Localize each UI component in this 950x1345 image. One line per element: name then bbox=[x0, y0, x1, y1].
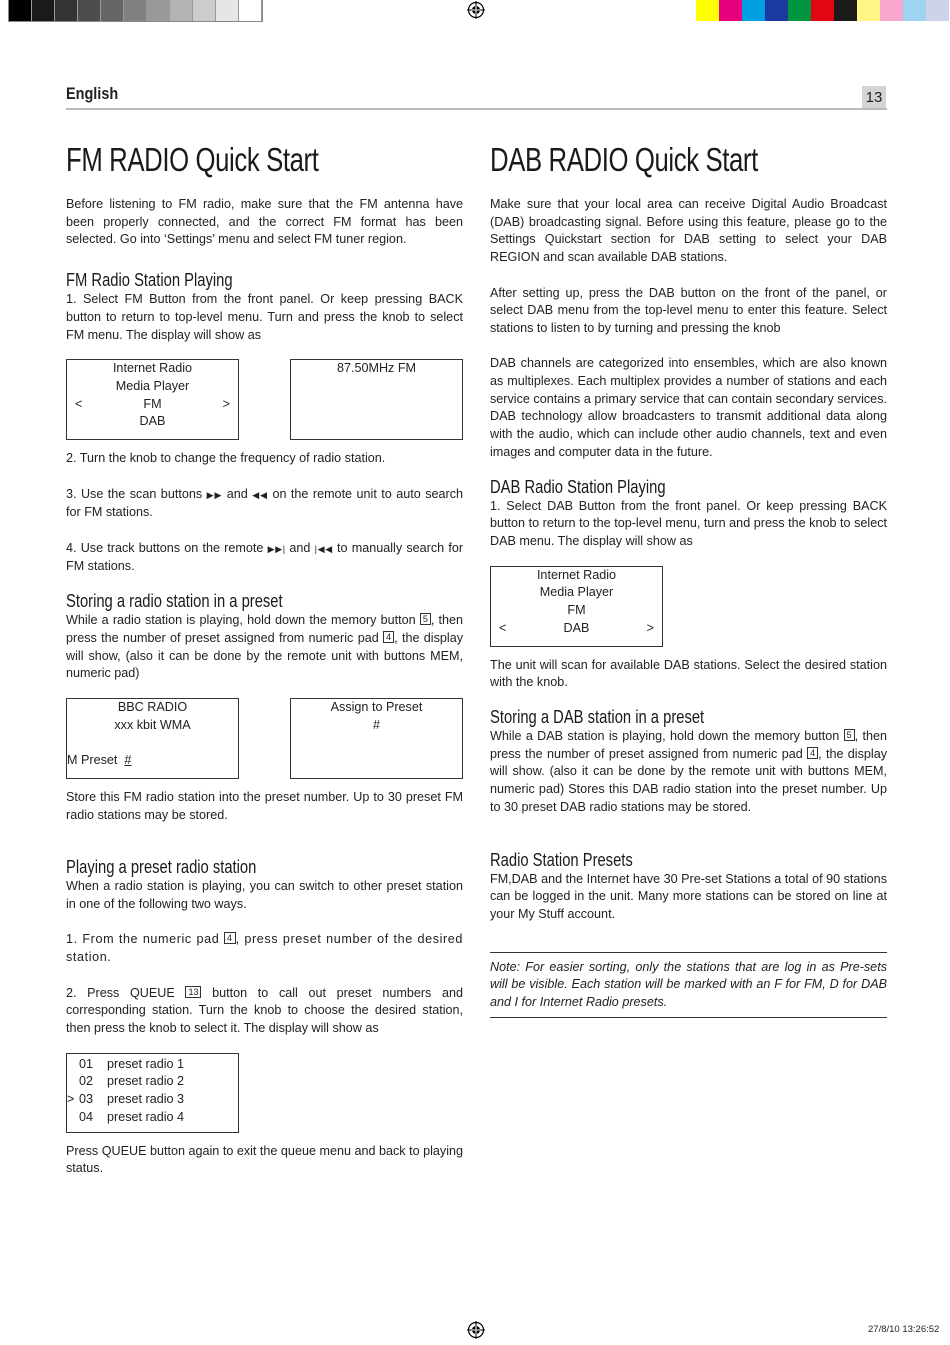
queue-row: 02 preset radio 2 bbox=[79, 1074, 185, 1089]
queue-key-icon: 13 bbox=[185, 986, 201, 998]
right-arrow: > bbox=[222, 396, 230, 411]
display-line: FM bbox=[143, 396, 162, 411]
registration-mark-icon bbox=[467, 1, 485, 19]
queue-display bbox=[66, 1053, 239, 1133]
display-line: M Preset # bbox=[67, 753, 132, 768]
color-swatch bbox=[742, 0, 765, 21]
display-line: DAB bbox=[563, 620, 590, 635]
fm-intro: Before listening to FM radio, make sure that the FM antenna have been properly connected, and the correct FM format has been selected. Go into ‘Settings’ menu and select FM tuner region. bbox=[66, 197, 463, 247]
numeric-key-icon: 4 bbox=[807, 747, 818, 759]
fm-store-text: Store this FM radio station into the preset number. Up to 30 preset FM radio stations may be stored. bbox=[66, 789, 463, 822]
dab-column bbox=[490, 140, 887, 1018]
right-arrow: > bbox=[646, 620, 654, 635]
color-swatch bbox=[216, 0, 239, 21]
memory-key-icon: 5 bbox=[844, 729, 855, 741]
print-timestamp: 27/8/10 13:26:52 bbox=[868, 1324, 940, 1335]
color-swatch bbox=[9, 0, 32, 21]
fm-assign-preset-display bbox=[290, 698, 463, 779]
fm-step-2: 2. Turn the knob to change the frequency of radio station. bbox=[66, 451, 386, 466]
display-line: Media Player bbox=[539, 585, 614, 600]
left-arrow: < bbox=[75, 396, 83, 411]
queue-row: 01 preset radio 1 bbox=[79, 1056, 185, 1071]
fm-way-2: 2. Press QUEUE 13 button to call out preset numbers and corresponding station. Turn the knob to choose the desired station, then press the knob to select it. The display will show as bbox=[66, 985, 463, 1035]
display-line: FM bbox=[567, 603, 586, 618]
left-arrow: < bbox=[499, 620, 507, 635]
dab-menu-display bbox=[490, 566, 663, 647]
dab-storing-heading: Storing a DAB station in a preset bbox=[490, 707, 705, 728]
color-swatch bbox=[765, 0, 788, 21]
color-swatch bbox=[124, 0, 147, 21]
fm-storing-text: While a radio station is playing, hold down the memory button 5 , then press the number of preset assigned from numeric pad 4 , the display will show, (also it can be done by the remote unit with buttons MEM, numeric pad) bbox=[66, 613, 464, 681]
queue-row: 04 preset radio 4 bbox=[79, 1109, 185, 1124]
fm-playing-heading: FM Radio Station Playing bbox=[66, 270, 233, 291]
fm-column bbox=[66, 140, 463, 1178]
display-line: BBC RADIO bbox=[117, 699, 188, 714]
display-line: Internet Radio bbox=[112, 361, 193, 376]
display-line: # bbox=[372, 717, 380, 732]
note-box bbox=[490, 952, 887, 1018]
color-swatch bbox=[193, 0, 216, 21]
dab-playing-heading: DAB Radio Station Playing bbox=[490, 476, 666, 497]
dab-channels: DAB channels are categorized into ensembles, which are also known as multiplexes. Each multiplex provides a number of stations and each service contains a primary service that can contain secondary services. DAB technology allow broadcasters to transmit additional data along with the audio, which can include other audio channels, text and even images and computer data in the future. bbox=[490, 356, 887, 459]
dab-playing-text: 1. Select DAB Button from the front panel. Or keep pressing BACK button to return to the top-level menu, turn and press the knob to select DAB menu. The display will show as bbox=[490, 498, 887, 548]
next-track-icon: ▶▶| bbox=[267, 543, 286, 554]
dab-storing-text: While a DAB station is playing, hold down the memory button 5 , then press the number of preset assigned from numeric pad 4 , the display will show. (also it can be done by the remote unit with buttons MEM, numeric pad) Stores this DAB radio station into the preset number. Up to 30 preset DAB radio stations may be stored. bbox=[490, 729, 888, 814]
grayscale-color-bar bbox=[8, 0, 263, 22]
dab-after-setup: After setting up, press the DAB button on the front of the panel, or select DAB menu from the top-level menu to enter this feature. Select stations to listen to by turning and pressing the knob bbox=[490, 285, 887, 335]
page-number: 13 bbox=[862, 86, 886, 108]
color-swatch bbox=[696, 0, 719, 21]
display-line: Internet Radio bbox=[536, 567, 617, 582]
fm-preset-text: When a radio station is playing, you can switch to other preset station in one of the following two ways. bbox=[66, 879, 463, 912]
fm-step-4: 4. Use track buttons on the remote ▶▶| and |◀◀ to manually search for FM stations. bbox=[66, 540, 464, 574]
header-divider bbox=[66, 108, 887, 110]
fm-title: FM RADIO Quick Start bbox=[66, 141, 319, 178]
fm-storing-heading: Storing a radio station in a preset bbox=[66, 591, 283, 612]
color-swatch bbox=[32, 0, 55, 21]
fm-preset-heading: Playing a preset radio station bbox=[66, 857, 257, 878]
fm-step-3: 3. Use the scan buttons ▶▶ and ◀◀ on the remote unit to auto search for FM stations. bbox=[66, 486, 463, 520]
fm-menu-display bbox=[66, 359, 239, 440]
color-swatch bbox=[239, 0, 262, 21]
fm-playing-text: 1. Select FM Button from the front panel. Or keep pressing BACK button to return to top-level menu. Turn and press the knob to select FM menu. The display will show as bbox=[66, 292, 463, 342]
dab-note: Note: For easier sorting, only the stations that are log in as Pre-sets will be visible. Each station will be marked with an F for FM, D for DAB and I for Internet Radio presets. bbox=[490, 959, 887, 1010]
fm-queue-exit: Press QUEUE button again to exit the queue menu and back to playing status. bbox=[66, 1143, 463, 1176]
color-swatch bbox=[78, 0, 101, 21]
color-swatch bbox=[170, 0, 193, 21]
dab-presets-text: FM,DAB and the Internet have 30 Pre-set Stations a total of 90 stations can be logged in the unit. Many more stations can be stored on line at your My Stuff account. bbox=[490, 871, 887, 921]
language-heading: English bbox=[66, 84, 119, 103]
display-line: xxx kbit WMA bbox=[114, 717, 191, 732]
rewind-icon: ◀◀ bbox=[252, 489, 268, 500]
dab-presets-heading: Radio Station Presets bbox=[490, 849, 633, 870]
dab-title: DAB RADIO Quick Start bbox=[490, 141, 758, 178]
color-swatch bbox=[811, 0, 834, 21]
dab-intro: Make sure that your local area can receive Digital Audio Broadcast (DAB) broadcasting signal. Before using this feature, please go to the Settings Quickstart section for DAB setting to select your DAB REGION and scan available DAB stations. bbox=[490, 197, 887, 265]
fm-frequency-display bbox=[290, 359, 463, 440]
fm-way-1: 1. From the numeric pad 4 , press preset number of the desired station. bbox=[66, 932, 463, 965]
color-swatch bbox=[101, 0, 124, 21]
queue-row: > 03 preset radio 3 bbox=[67, 1092, 185, 1107]
color-swatch bbox=[903, 0, 926, 21]
color-swatch bbox=[857, 0, 880, 21]
previous-track-icon: |◀◀ bbox=[314, 543, 333, 554]
color-swatch bbox=[719, 0, 742, 21]
fast-forward-icon: ▶▶ bbox=[206, 489, 223, 500]
color-swatch bbox=[926, 0, 949, 21]
display-line: 87.50MHz FM bbox=[336, 361, 417, 376]
color-swatch bbox=[147, 0, 170, 21]
color-swatch bbox=[834, 0, 857, 21]
memory-key-icon: 5 bbox=[420, 613, 431, 625]
registration-mark-icon bbox=[467, 1321, 485, 1339]
display-line: Assign to Preset bbox=[330, 699, 423, 714]
dab-scan-text: The unit will scan for available DAB stations. Select the desired station with the knob. bbox=[490, 657, 887, 690]
display-line: DAB bbox=[139, 414, 166, 429]
numeric-key-icon: 4 bbox=[383, 631, 394, 643]
color-swatch bbox=[55, 0, 78, 21]
numeric-key-icon: 4 bbox=[224, 932, 236, 944]
display-line: Media Player bbox=[115, 378, 190, 393]
color-swatch bbox=[880, 0, 903, 21]
fm-station-display bbox=[66, 698, 239, 779]
color-swatch bbox=[788, 0, 811, 21]
process-color-bar bbox=[696, 0, 949, 21]
